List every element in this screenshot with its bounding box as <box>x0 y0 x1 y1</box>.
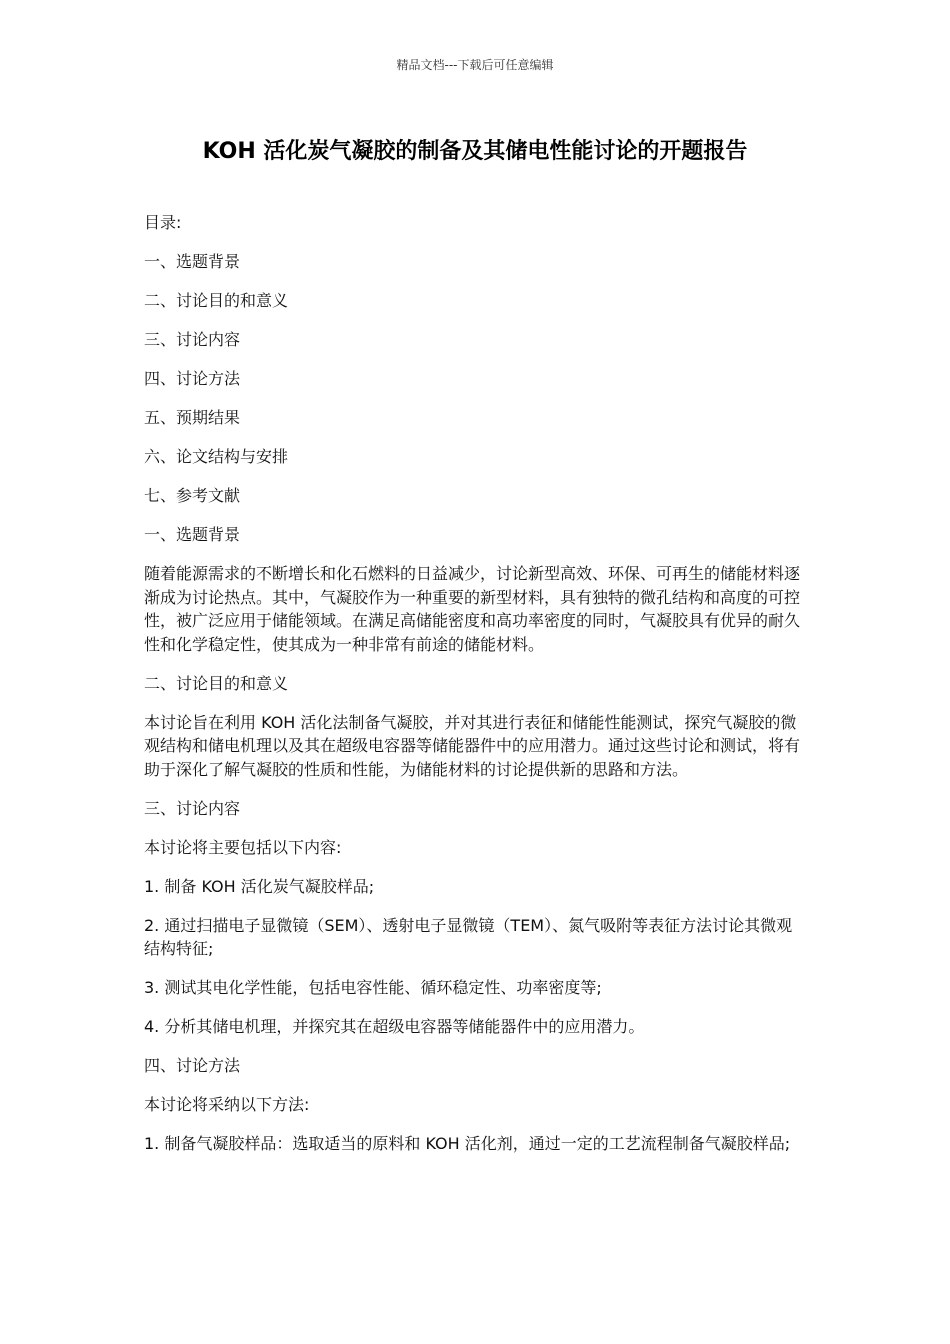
section-intro-content: 本讨论将主要包括以下内容: <box>144 837 342 857</box>
section-heading-content: 三、讨论内容 <box>144 798 241 818</box>
section-heading-methods: 四、讨论方法 <box>144 1056 241 1075</box>
list-item: 4. 分析其储电机理，并探究其在超级电容器等储能器件中的应用潜力。 <box>144 1017 645 1036</box>
header-note: 精品文档---下载后可任意编辑 <box>396 58 554 72</box>
toc-label: 目录: <box>144 213 182 232</box>
list-item: 3. 测试其电化学性能，包括电容性能、循环稳定性、功率密度等; <box>144 978 602 997</box>
toc-item: 三、讨论内容 <box>144 330 241 349</box>
document-body <box>144 211 808 1171</box>
document-title: KOH 活化炭气凝胶的制备及其储电性能讨论的开题报告 <box>202 139 748 164</box>
section-heading-purpose: 二、讨论目的和意义 <box>144 673 289 693</box>
toc-item: 一、选题背景 <box>144 252 241 271</box>
toc-item: 二、讨论目的和意义 <box>144 291 289 310</box>
toc-item: 六、论文结构与安排 <box>144 447 289 466</box>
list-item: 2. 通过扫描电子显微镜（SEM）、透射电子显微镜（TEM）、氮气吸附等表征方法讨论其微观结构特征; <box>144 915 793 958</box>
list-item: 1. 制备 KOH 活化炭气凝胶样品; <box>144 876 375 896</box>
section-body-purpose: 本讨论旨在利用 KOH 活化法制备气凝胶，并对其进行表征和储能性能测试，探究气凝胶的微观结构和储电机理以及其在超级电容器等储能器件中的应用潜力。通过这些讨论和测试，将有助于深化了解气凝胶的性质和性能，为储能材料的讨论提供新的思路和方法。 <box>144 712 801 779</box>
toc-item: 七、参考文献 <box>144 486 241 505</box>
toc-item: 四、讨论方法 <box>144 369 241 388</box>
section-intro-methods: 本讨论将采纳以下方法: <box>144 1095 310 1114</box>
toc-item: 五、预期结果 <box>144 408 241 427</box>
section-body-background: 随着能源需求的不断增长和化石燃料的日益减少，讨论新型高效、环保、可再生的储能材料逐渐成为讨论热点。其中，气凝胶作为一种重要的新型材料，具有独特的微孔结构和高度的可控性，被广泛应用于储能领域。在满足高储能密度和高功率密度的同时，气凝胶具有优异的耐久性和化学稳定性，使其成为一种非常有前途的储能材料。 <box>144 564 801 654</box>
section-heading-background: 一、选题背景 <box>144 525 241 544</box>
list-item: 1. 制备气凝胶样品：选取适当的原料和 KOH 活化剂，通过一定的工艺流程制备气凝胶样品; <box>144 1134 791 1153</box>
